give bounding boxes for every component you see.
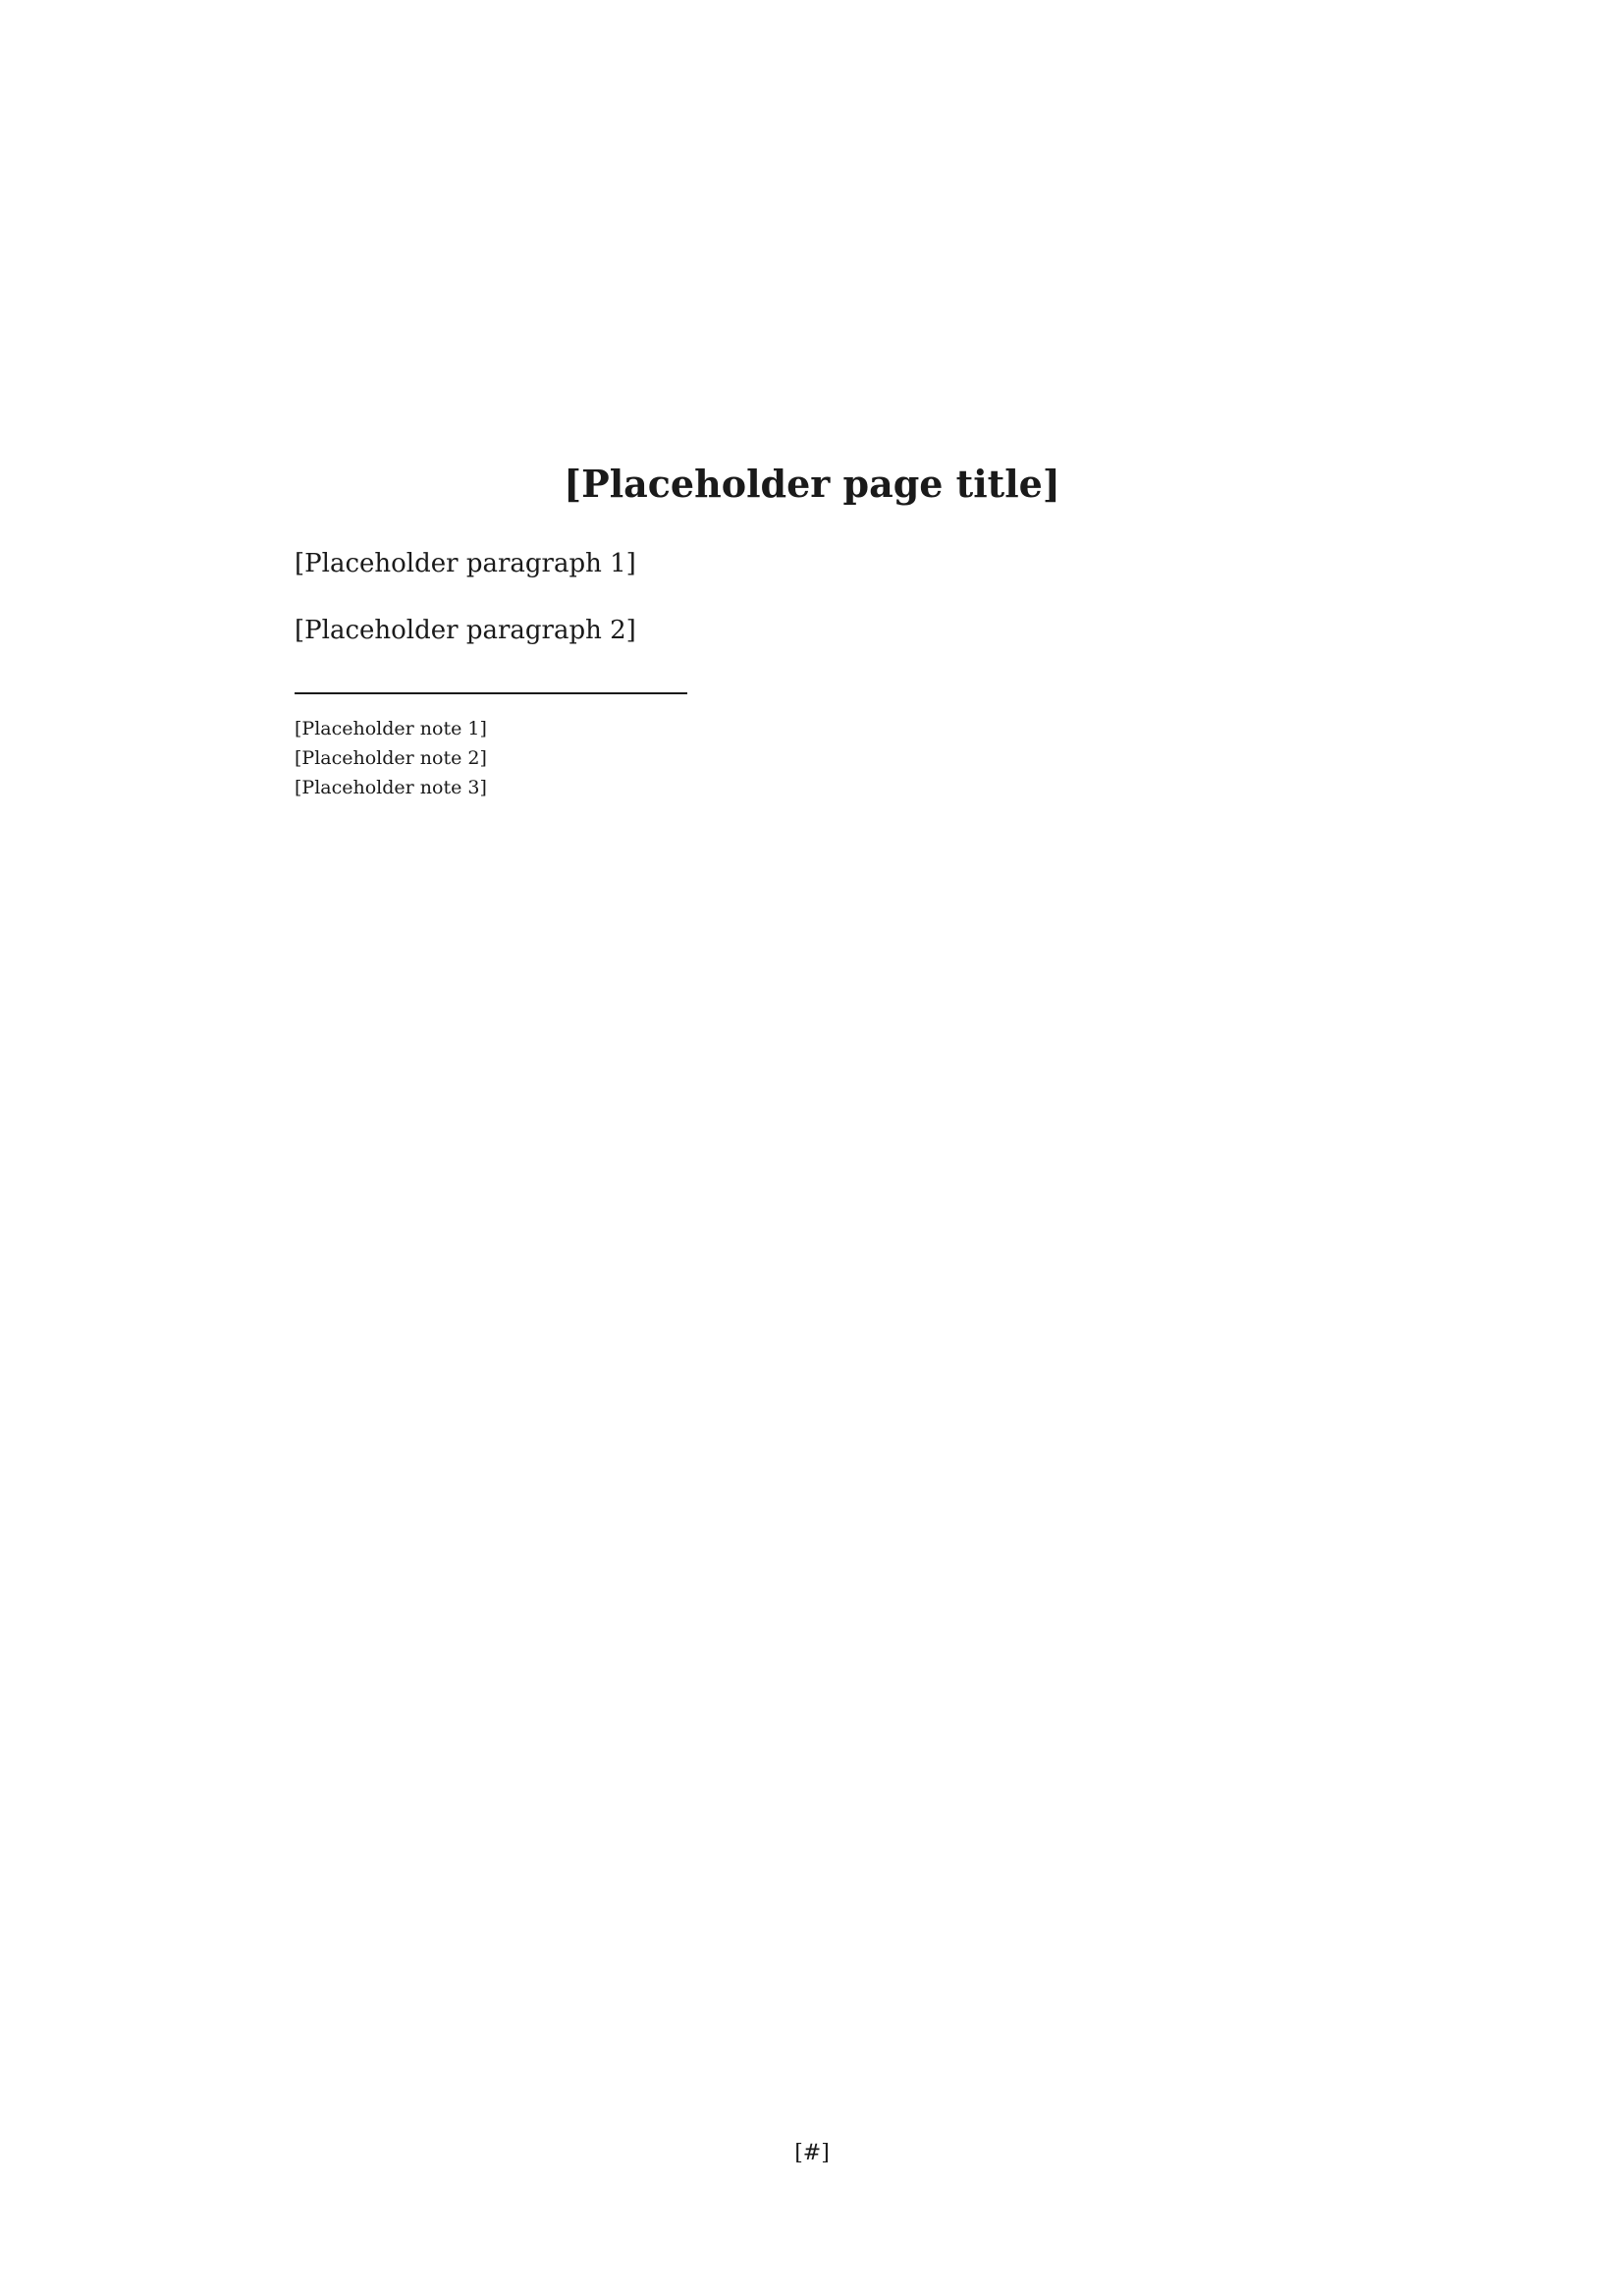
page-title: [Placeholder page title] xyxy=(564,462,1060,506)
body-text xyxy=(295,541,1329,653)
paragraph: [Placeholder paragraph 2] xyxy=(295,616,636,645)
paragraph: [Placeholder paragraph 1] xyxy=(295,549,636,578)
notes-divider xyxy=(295,692,687,694)
notes-list xyxy=(295,714,1329,802)
page-number: [#] xyxy=(794,2141,830,2165)
page-content xyxy=(295,462,1329,802)
note-item: [Placeholder note 3] xyxy=(295,777,487,798)
note-item: [Placeholder note 1] xyxy=(295,718,487,739)
note-item: [Placeholder note 2] xyxy=(295,747,487,769)
